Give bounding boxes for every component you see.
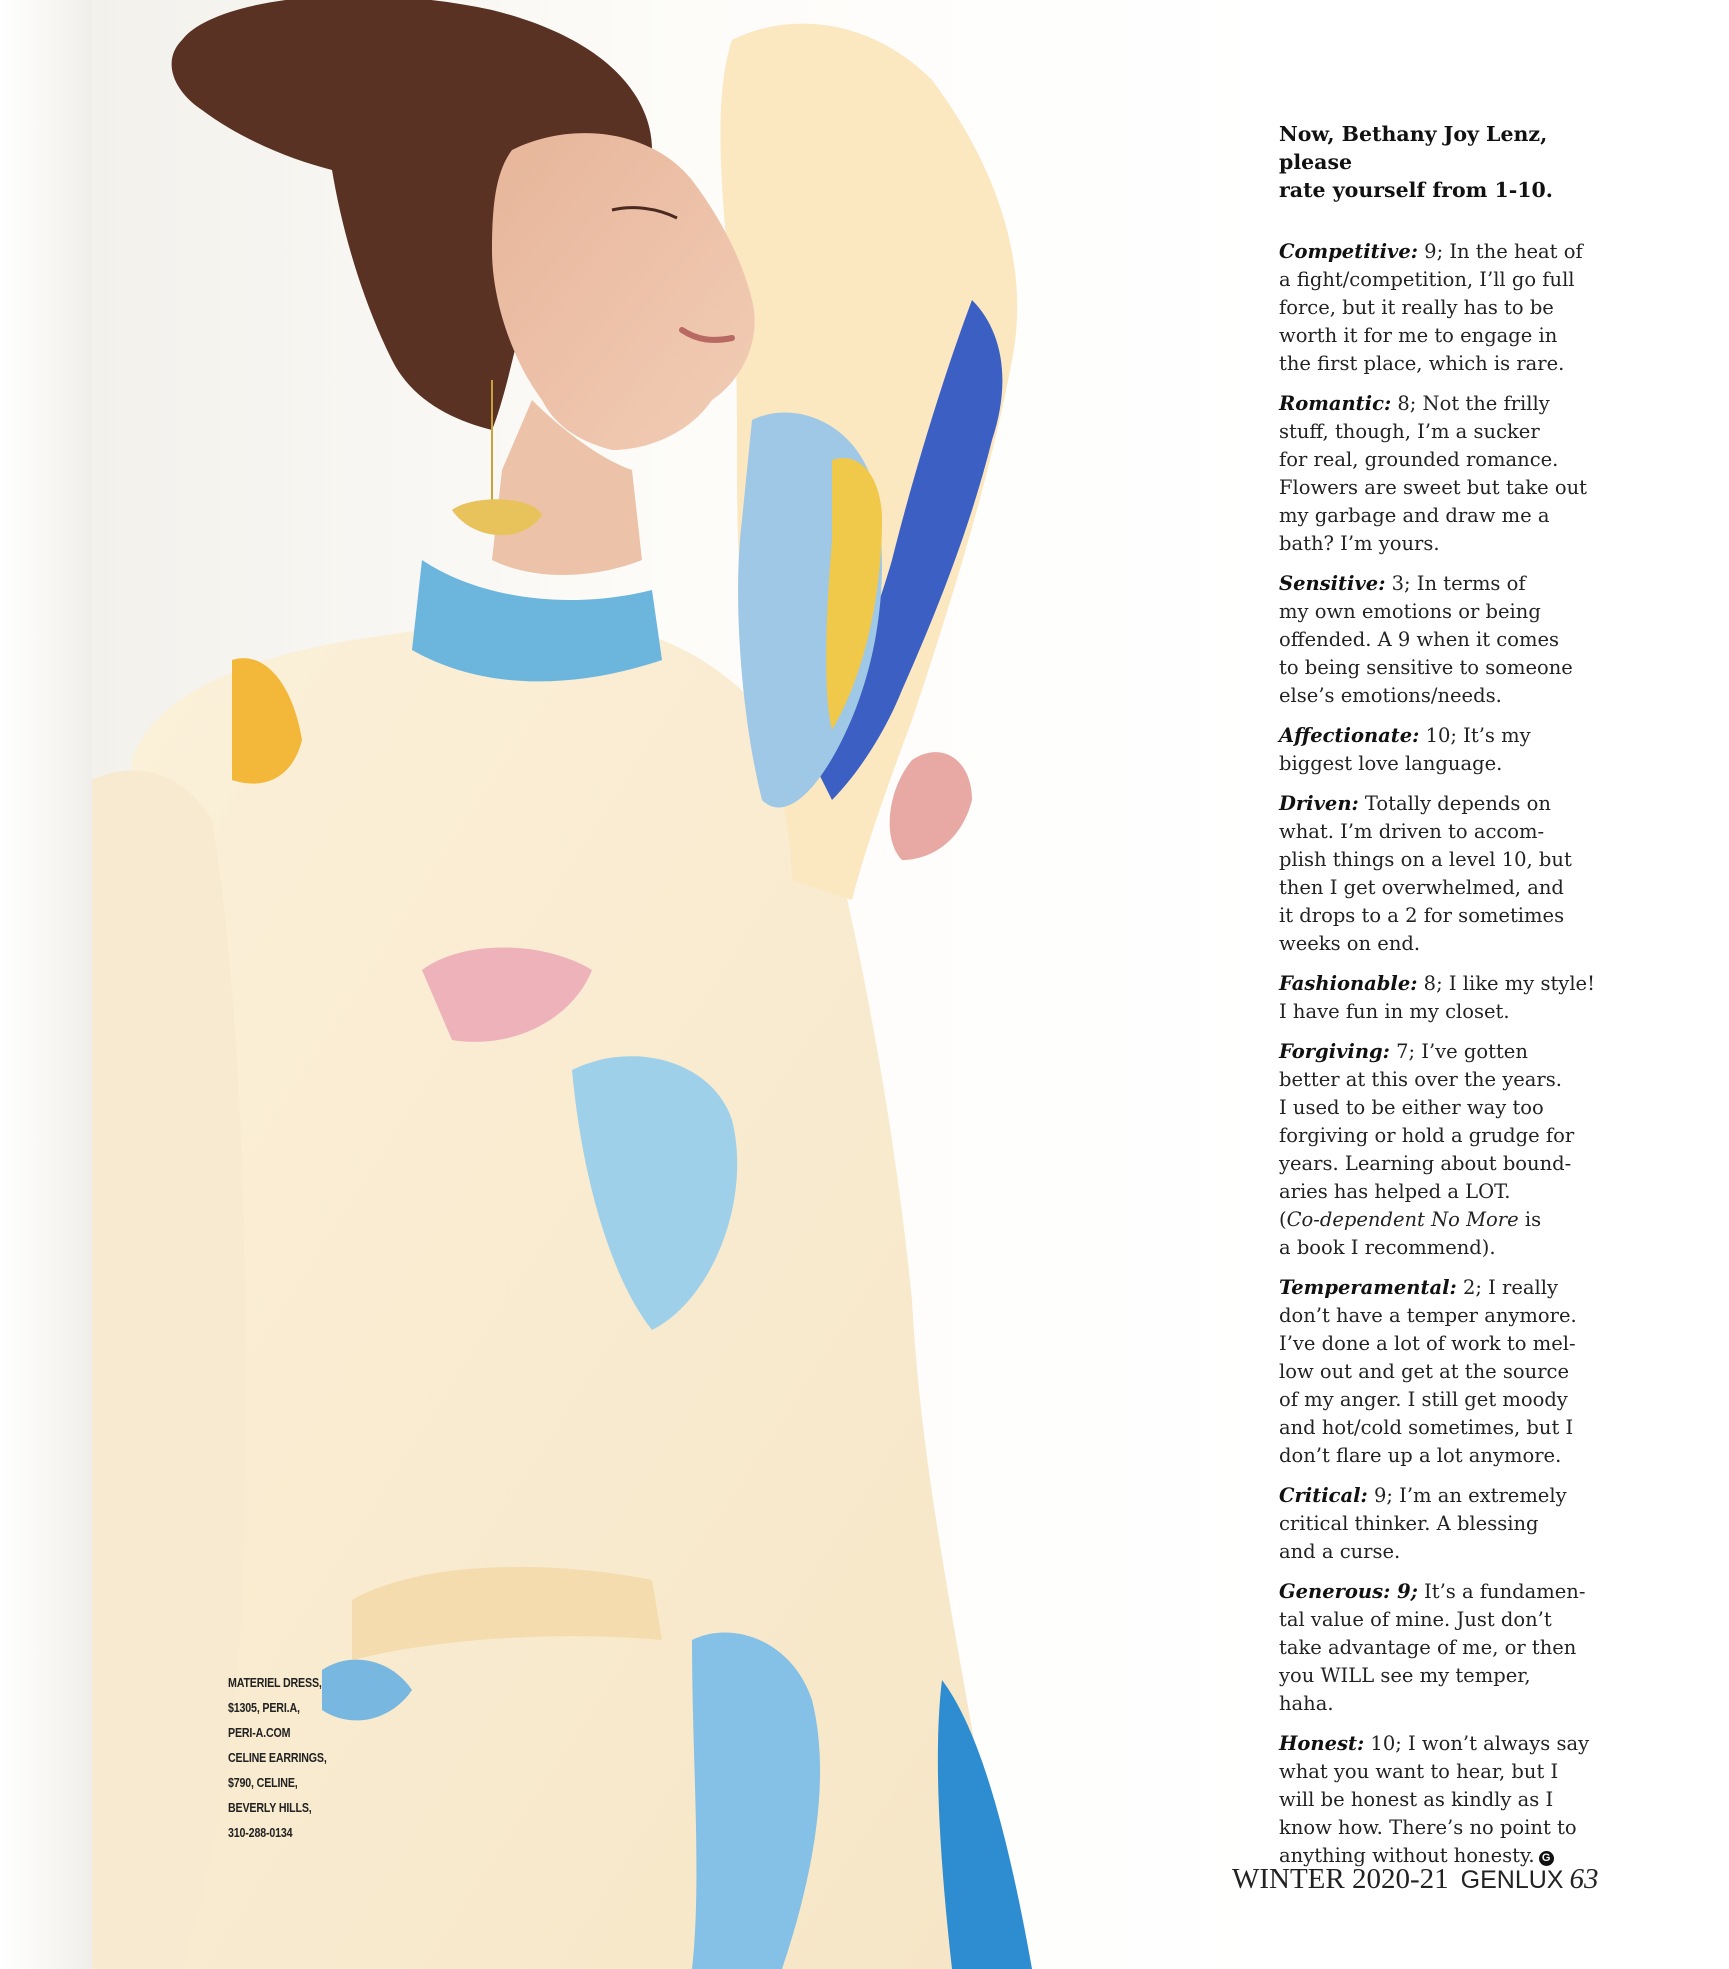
magazine-name: GENLUX xyxy=(1460,1866,1564,1894)
entry-label: Sensitive: xyxy=(1279,572,1386,595)
page-number: 63 xyxy=(1569,1863,1599,1895)
credit-line: PERI-A.COM xyxy=(228,1725,291,1740)
entry-text: 10; I won’t always say xyxy=(1370,1732,1590,1755)
rating-entry-driven xyxy=(1279,790,1619,958)
entry-label: Honest: xyxy=(1279,1732,1365,1755)
entry-text: and hot/cold sometimes, but I xyxy=(1279,1416,1574,1439)
entry-label: Romantic: xyxy=(1279,392,1392,415)
credit-line: BEVERLY HILLS, xyxy=(228,1800,312,1815)
entry-text: 2; I really xyxy=(1462,1276,1558,1299)
entry-text: I used to be either way too xyxy=(1279,1096,1544,1119)
entry-text: force, but it really has to be xyxy=(1279,296,1554,319)
entry-text: Totally depends on xyxy=(1364,792,1551,815)
entry-text: what. I’m driven to accom- xyxy=(1279,820,1545,843)
entry-text: 3; In terms of xyxy=(1391,572,1526,595)
entry-text: my own emotions or being xyxy=(1279,600,1541,623)
entry-text: Flowers are sweet but take out xyxy=(1279,476,1587,499)
photo-credits xyxy=(228,1670,326,1845)
credit-line: $1305, PERI.A, xyxy=(228,1700,300,1715)
rating-entry-fashionable xyxy=(1279,970,1619,1026)
entry-text: to being sensitive to someone xyxy=(1279,656,1573,679)
entry-text: forgiving or hold a grudge for xyxy=(1279,1124,1575,1147)
entry-text: for real, grounded romance. xyxy=(1279,448,1559,471)
entry-text: critical thinker. A blessing xyxy=(1279,1512,1539,1535)
entry-text: It’s a fundamen- xyxy=(1424,1580,1586,1603)
entry-text: what you want to hear, but I xyxy=(1279,1760,1559,1783)
entry-label: Temperamental: xyxy=(1279,1276,1457,1299)
entry-text: 10; It’s my xyxy=(1425,724,1531,747)
entry-text: then I get overwhelmed, and xyxy=(1279,876,1564,899)
credit-line: $790, CELINE, xyxy=(228,1775,298,1790)
rating-entry-competitive xyxy=(1279,238,1619,378)
entry-text: haha. xyxy=(1279,1692,1334,1715)
heading-line: Now, Bethany Joy Lenz, please xyxy=(1279,122,1548,174)
rating-entry-generous xyxy=(1279,1578,1619,1718)
entry-text: 9; I’m an extremely xyxy=(1373,1484,1567,1507)
heading-line: rate yourself from 1-10. xyxy=(1279,178,1553,202)
entry-text: take advantage of me, or then xyxy=(1279,1636,1577,1659)
entry-text: anything without honesty. xyxy=(1279,1844,1535,1867)
entry-text: don’t flare up a lot anymore. xyxy=(1279,1444,1562,1467)
entry-text: is xyxy=(1518,1208,1542,1231)
entry-text: I’ve done a lot of work to mel- xyxy=(1279,1332,1576,1355)
rating-entry-temperamental xyxy=(1279,1274,1619,1470)
entry-label: Driven: xyxy=(1279,792,1359,815)
entry-text: low out and get at the source xyxy=(1279,1360,1570,1383)
entry-text: the first place, which is rare. xyxy=(1279,352,1565,375)
entry-text: I have fun in my closet. xyxy=(1279,1000,1510,1023)
entry-text: years. Learning about bound- xyxy=(1279,1152,1572,1175)
entry-text: tal value of mine. Just don’t xyxy=(1279,1608,1552,1631)
page-folio xyxy=(1232,1863,1602,1896)
entry-text: my garbage and draw me a xyxy=(1279,504,1550,527)
rating-entry-honest xyxy=(1279,1730,1619,1870)
rating-entry-critical xyxy=(1279,1482,1619,1566)
rating-entry-forgiving xyxy=(1279,1038,1619,1262)
entry-text: a book I recommend). xyxy=(1279,1236,1496,1259)
rating-entry-romantic xyxy=(1279,390,1619,558)
credit-line: 310-288-0134 xyxy=(228,1825,293,1840)
entry-text: stuff, though, I’m a sucker xyxy=(1279,420,1540,443)
entry-label: Competitive: xyxy=(1279,240,1418,263)
entry-label: Fashionable: xyxy=(1279,972,1418,995)
page-margin xyxy=(0,0,92,1969)
entry-label: Forgiving: xyxy=(1279,1040,1390,1063)
article-heading xyxy=(1279,120,1619,204)
entry-label: Affectionate: xyxy=(1279,724,1420,747)
entry-text: of my anger. I still get moody xyxy=(1279,1388,1568,1411)
entry-text: weeks on end. xyxy=(1279,932,1421,955)
credit-line: CELINE EARRINGS, xyxy=(228,1750,327,1765)
end-mark-icon: G xyxy=(1539,1851,1554,1866)
article-column xyxy=(1279,120,1619,1882)
entry-text: you WILL see my temper, xyxy=(1279,1664,1531,1687)
entry-text: biggest love language. xyxy=(1279,752,1503,775)
entry-text: 8; Not the frilly xyxy=(1397,392,1550,415)
entry-text: offended. A 9 when it comes xyxy=(1279,628,1559,651)
entry-text: know how. There’s no point to xyxy=(1279,1816,1577,1839)
entry-text: aries has helped a LOT. xyxy=(1279,1180,1511,1203)
entry-text: worth it for me to engage in xyxy=(1279,324,1558,347)
rating-entry-affectionate xyxy=(1279,722,1619,778)
entry-text: 8; I like my style! xyxy=(1423,972,1595,995)
paren-open: ( xyxy=(1279,1208,1287,1231)
entry-text: 9; In the heat of xyxy=(1424,240,1583,263)
credit-line: MATERIEL DRESS, xyxy=(228,1675,322,1690)
entry-text: else’s emotions/needs. xyxy=(1279,684,1502,707)
entry-text: 7; I’ve gotten xyxy=(1396,1040,1528,1063)
entry-text: and a curse. xyxy=(1279,1540,1401,1563)
rating-entry-sensitive xyxy=(1279,570,1619,710)
entry-text: will be honest as kindly as I xyxy=(1279,1788,1554,1811)
entry-label: Critical: xyxy=(1279,1484,1368,1507)
entry-text: better at this over the years. xyxy=(1279,1068,1562,1091)
entry-label: Generous: 9; xyxy=(1279,1580,1418,1603)
entry-text: a fight/competition, I’ll go full xyxy=(1279,268,1575,291)
entry-text: don’t have a temper anymore. xyxy=(1279,1304,1577,1327)
entry-text: bath? I’m yours. xyxy=(1279,532,1440,555)
entry-text: it drops to a 2 for sometimes xyxy=(1279,904,1565,927)
issue-season: WINTER 2020-21 xyxy=(1232,1863,1449,1895)
book-title: Co-dependent No More xyxy=(1286,1208,1519,1231)
entry-text: plish things on a level 10, but xyxy=(1279,848,1572,871)
